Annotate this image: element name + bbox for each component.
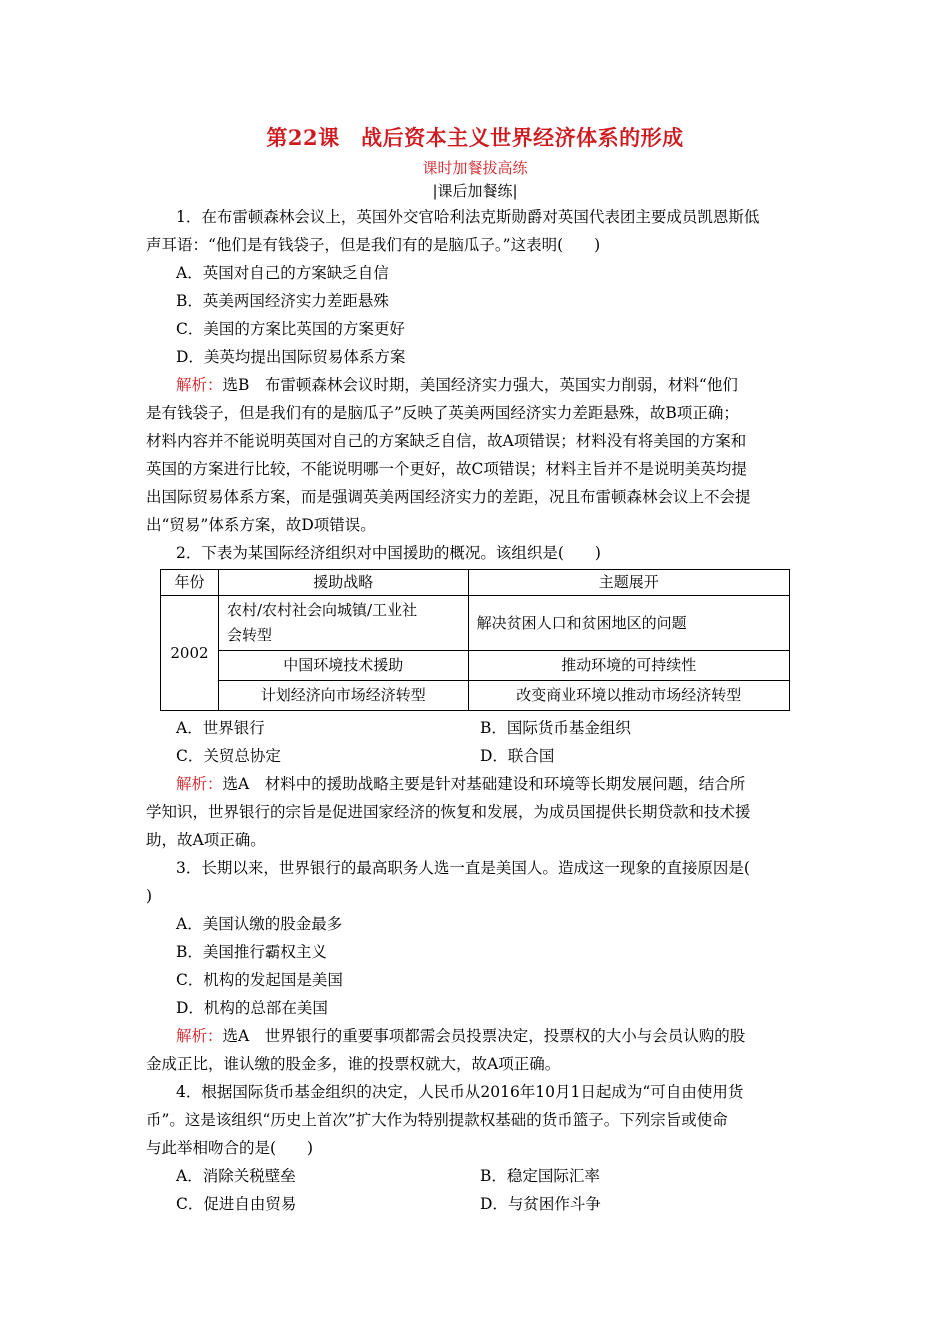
q1-option-d: D．美英均提出国际贸易体系方案 [176,348,406,366]
table-cell-line: 会转型 [226,626,272,644]
q2-stem: 2．下表为某国际经济组织对中国援助的概况。该组织是( ) [176,544,601,562]
q4-option-c: C．促进自由贸易 [176,1195,297,1213]
table-cell: 解决贫困人口和贫困地区的问题 [468,596,789,651]
q3-option-d: D．机构的总部在美国 [176,999,328,1017]
page-title: 第22课 战后资本主义世界经济体系的形成 [266,125,684,150]
q2-options-row [176,714,265,742]
page-subtitle: 课时加餐拔高练 [422,159,528,177]
analysis-label: 解析： [176,1027,223,1045]
analysis-label: 解析： [176,376,223,394]
table-header: 年份 [161,570,219,596]
q4-stem: 4．根据国际货币基金组织的决定，人民币从2016年10月1日起成为“可自由使用货 [176,1083,744,1101]
table-row [161,596,790,651]
q1-stem: 1．在布雷顿森林会议上，英国外交官哈利法克斯勋爵对英国代表团主要成员凯恩斯低 [176,208,760,226]
q4-stem: 币”。这是该组织“历史上首次”扩大作为特别提款权基础的货币篮子。下列宗旨或使命 [146,1111,728,1129]
table-header: 援助战略 [218,570,468,596]
table-cell: 改变商业环境以推动市场经济转型 [468,681,789,711]
q4-option-a: A．消除关税壁垒 [176,1167,296,1185]
q3-analysis: 金成正比，谁认缴的股金多，谁的投票权就大，故A项正确。 [146,1055,561,1073]
table-cell: 推动环境的可持续性 [468,651,789,681]
table-header: 主题展开 [468,570,789,596]
q2-option-c: C．关贸总协定 [176,747,281,765]
q3-stem: 3．长期以来，世界银行的最高职务人选一直是美国人。造成这一现象的直接原因是( [176,859,750,877]
table-cell-line: 农村/农村社会向城镇/工业社 [226,601,418,619]
q1-analysis [176,371,738,399]
analysis-text: 选A 材料中的援助战略主要是针对基础建设和环境等长期发展问题，结合所 [222,775,746,793]
q4-option-b: B．稳定国际汇率 [480,1167,600,1185]
q1-option-a: A．英国对自己的方案缺乏自信 [176,264,389,282]
q1-analysis: 出“贸易”体系方案，故D项错误。 [146,516,376,534]
q1-stem: 声耳语：“他们是有钱袋子，但是我们有的是脑瓜子。”这表明( ) [146,236,601,254]
q3-option-b: B．美国推行霸权主义 [176,943,327,961]
q1-analysis: 材料内容并不能说明英国对自己的方案缺乏自信，故A项错误；材料没有将美国的方案和 [146,432,747,450]
table-year: 2002 [161,596,219,711]
analysis-text: 选B 布雷顿森林会议时期，美国经济实力强大，英国实力削弱，材料“他们 [222,376,738,394]
q3-option-c: C．机构的发起国是美国 [176,971,343,989]
analysis-label: 解析： [176,775,223,793]
q1-analysis: 英国的方案进行比较，不能说明哪一个更好，故C项错误；材料主旨并不是说明美英均提 [146,460,747,478]
analysis-text: 选A 世界银行的重要事项都需会员投票决定，投票权的大小与会员认购的股 [222,1027,746,1045]
q4-stem: 与此举相吻合的是( ) [146,1139,314,1157]
table-row [161,681,790,711]
q2-option-b: B．国际货币基金组织 [480,719,631,737]
table-header-row [161,570,790,596]
table-cell: 中国环境技术援助 [218,651,468,681]
aid-table [160,569,790,711]
q2-option-d: D．联合国 [480,747,555,765]
q1-analysis: 是有钱袋子，但是我们有的是脑瓜子”反映了英美两国经济实力差距悬殊，故B项正确； [146,404,739,422]
q1-option-b: B．英美两国经济实力差距悬殊 [176,292,389,310]
q1-option-c: C．美国的方案比英国的方案更好 [176,320,405,338]
q2-option-a: A．世界银行 [176,719,265,737]
q3-option-a: A．美国认缴的股金最多 [176,915,343,933]
table-row [161,651,790,681]
q3-analysis [176,1022,745,1050]
q2-analysis: 学知识，世界银行的宗旨是促进国家经济的恢复和发展，为成员国提供长期贷款和技术援 [146,803,751,821]
q2-analysis [176,770,745,798]
table-cell: 计划经济向市场经济转型 [218,681,468,711]
q4-option-d: D．与贫困作斗争 [480,1195,601,1213]
q2-analysis: 助，故A项正确。 [146,831,266,849]
q3-stem: ) [146,887,153,905]
q1-analysis: 出国际贸易体系方案，而是强调英美两国经济实力的差距，况且布雷顿森林会议上不会提 [146,488,751,506]
table-cell [218,596,468,651]
section-tag: |课后加餐练| [432,182,518,200]
